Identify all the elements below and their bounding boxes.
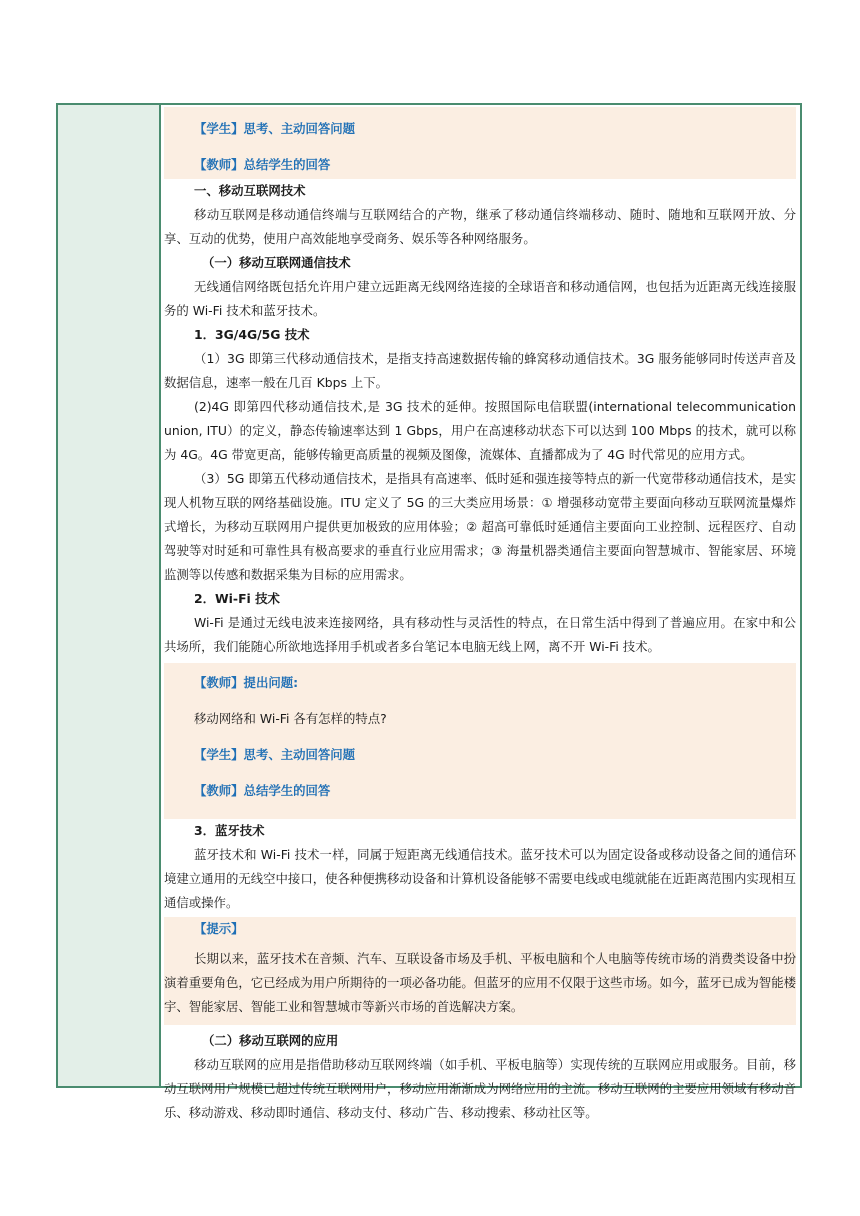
highlight-block-question: [164, 663, 796, 819]
paragraph-bluetooth: 蓝牙技术和 Wi-Fi 技术一样，同属于短距离无线通信技术。蓝牙技术可以为固定设备或移动设备之间的通信环境建立通用的无线空中接口，使各种便携移动设备和计算机设备能够不需要电线或电缆就能在近距离范围内实现相互通信或操作。: [164, 847, 796, 910]
content-cell: [164, 107, 796, 1120]
teacher-question-label: 【教师】提出问题:: [194, 675, 299, 690]
paragraph-5g: （3）5G 即第五代移动通信技术，是指具有高速率、低时延和强连接等特点的新一代宽带移动通信技术，是实现人机物互联的网络基础设施。ITU 定义了 5G 的三大类应用场景：① 增强移动宽带主要面向移动互联网流量爆炸式增长，为移动互联网用户提供更加极致的应用体验；② 超高可靠低时延通信主要面向工业控制、远程医疗、自动驾驶等对时延和可靠性具有极高要求的垂直行业应用需求；③ 海量机器类通信主要面向智慧城市、智能家居、环境监测等以传感和数据采集为目标的应用需求。: [164, 471, 796, 582]
left-label-column: [58, 105, 161, 1086]
subsection-heading: （一）移动互联网通信技术: [202, 255, 351, 270]
item-heading-wifi: 2．Wi-Fi 技术: [194, 591, 280, 606]
section-heading: 一、移动互联网技术: [194, 183, 306, 198]
item-heading-bluetooth: 3．蓝牙技术: [194, 823, 265, 838]
student-response-label: 【学生】思考、主动回答问题: [194, 747, 356, 762]
paragraph-4g: (2)4G 即第四代移动通信技术,是 3G 技术的延伸。按照国际电信联盟(international telecommunication union, ITU）的定义，静态传输速率达到 1 Gbps，用户在高速移动状态下可以达到 100 Mbps 的技术，就可以称为 4G。4G 带宽更高，能够传输更高质量的视频及图像，流媒体、直播都成为了 4G 时代常见的应用方式。: [164, 399, 796, 462]
question-text: 移动网络和 Wi-Fi 各有怎样的特点?: [194, 711, 387, 726]
tip-text: 长期以来，蓝牙技术在音频、汽车、互联设备市场及手机、平板电脑和个人电脑等传统市场的消费类设备中扮演着重要角色，它已经成为用户所期待的一项必备功能。但蓝牙的应用不仅限于这些市场。如今，蓝牙已成为智能楼宇、智能家居、智能工业和智慧城市等新兴市场的首选解决方案。: [164, 951, 796, 1014]
highlight-block-tip: [164, 917, 796, 1025]
student-response-label: 【学生】思考、主动回答问题: [194, 121, 356, 136]
subsection-intro: 无线通信网络既包括允许用户建立远距离无线网络连接的全球语音和移动通信网，也包括为近距离无线连接服务的 Wi-Fi 技术和蓝牙技术。: [164, 279, 796, 318]
subsection-heading-applications: （二）移动互联网的应用: [202, 1033, 339, 1048]
item-heading-3g4g5g: 1．3G/4G/5G 技术: [194, 327, 310, 342]
paragraph-applications: 移动互联网的应用是指借助移动互联网终端（如手机、平板电脑等）实现传统的互联网应用或服务。目前，移动互联网用户规模已超过传统互联网用户，移动应用渐渐成为网络应用的主流。移动互联网的主要应用领域有移动音乐、移动游戏、移动即时通信、移动支付、移动广告、移动搜索、移动社区等。: [164, 1057, 796, 1120]
tip-label: 【提示】: [194, 921, 244, 936]
teacher-summary-label: 【教师】总结学生的回答: [194, 157, 331, 172]
paragraph-wifi: Wi-Fi 是通过无线电波来连接网络，具有移动性与灵活性的特点，在日常生活中得到了普遍应用。在家中和公共场所，我们能随心所欲地选择用手机或者多台笔记本电脑无线上网，离不开 Wi-Fi 技术。: [164, 615, 796, 654]
section-intro: 移动互联网是移动通信终端与互联网结合的产物，继承了移动通信终端移动、随时、随地和互联网开放、分享、互动的优势，使用户高效能地享受商务、娱乐等各种网络服务。: [164, 207, 796, 246]
teacher-summary-label: 【教师】总结学生的回答: [194, 783, 331, 798]
paragraph-3g: （1）3G 即第三代移动通信技术，是指支持高速数据传输的蜂窝移动通信技术。3G 服务能够同时传送声音及数据信息，速率一般在几百 Kbps 上下。: [164, 351, 796, 390]
highlight-block-discussion: [164, 107, 796, 179]
lesson-table: [56, 103, 802, 1120]
